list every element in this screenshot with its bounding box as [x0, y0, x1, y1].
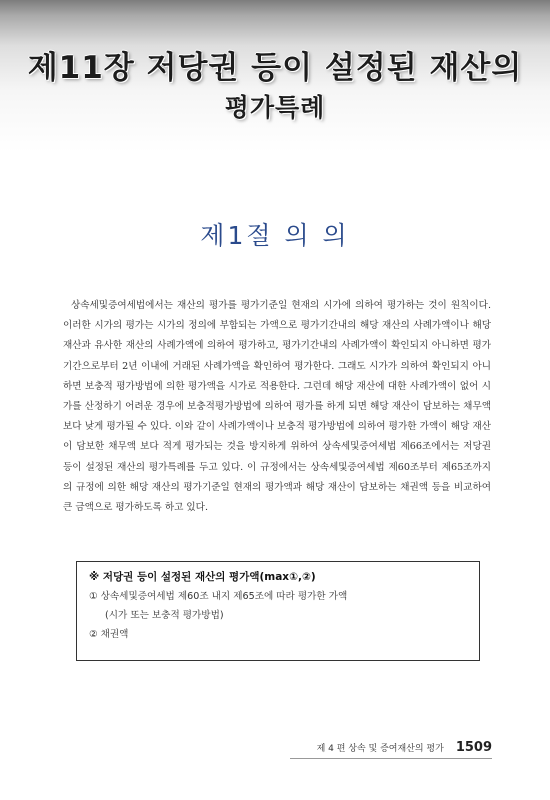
- box-item-2: ② 채권액: [89, 629, 129, 640]
- page-number: 1509: [455, 740, 492, 755]
- chapter-title-line1: 제11장 저당권 등이 설정된 재산의: [27, 50, 523, 86]
- body-paragraph: 상속세및증여세법에서는 재산의 평가를 평가기준일 현재의 시가에 의하여 평가하는 것이 원칙이다. 이러한 시가의 평가는 시가의 정의에 부합되는 가액으로 평가기간내의 해당 재산의 사례가액이나 해당 재산과 유사한 재산의 사례가액에 의하여 평가하고, 평가기간내의 사례가액이 확인되지 아니하면 평가기간으로부터 2년 이내에 거래된 사례가액을 확인하여 평가한다. 그래도 시가가 의하여 확인되지 아니하면 보충적 평가방법에 의한 평가액을 시가로 적용한다. 그런데 해당 재산에 대한 사례가액이 없어 시가를 산정하기 어려운 경우에 보충적평가방법에 의하여 평가를 하게 되면 해당 재산이 담보하는 채무액보다 낮게 평가될 수 있다. 이와 같이 사례가액이나 보충적 평가방법에 의하여 평가한 가액이 해당 재산이 담보한 채무액 보다 적게 평가되는 것을 방지하게 위하여 상속세및증여세법 제66조에서는 저당권 등이 설정된 재산의 평가특례를 두고 있다. 이 규정에서는 상속세및증여세법 제60조부터 제65조까지의 규정에 의한 해당 재산의 평가기준일 현재의 평가액과 해당 재산이 담보하는 채권액 등을 비교하여 큰 금액으로 평가하도록 하고 있다.: [63, 300, 491, 514]
- box-item-1: ① 상속세및증여세법 제60조 내지 제65조에 따라 평가한 가액: [89, 591, 348, 602]
- chapter-title-line2: 평가특례: [224, 93, 326, 122]
- footer-rule: [290, 758, 492, 759]
- box-item-1-sub: (시가 또는 보충적 평가방법): [105, 610, 224, 621]
- valuation-summary-box: [76, 561, 480, 661]
- box-title: ※ 저당권 등이 설정된 재산의 평가액(max①,②): [89, 571, 316, 583]
- page-footer: [284, 740, 492, 755]
- section-title: 제1절 의 의: [200, 221, 350, 250]
- footer-section-label: 제 4 편 상속 및 증여재산의 평가: [316, 744, 444, 754]
